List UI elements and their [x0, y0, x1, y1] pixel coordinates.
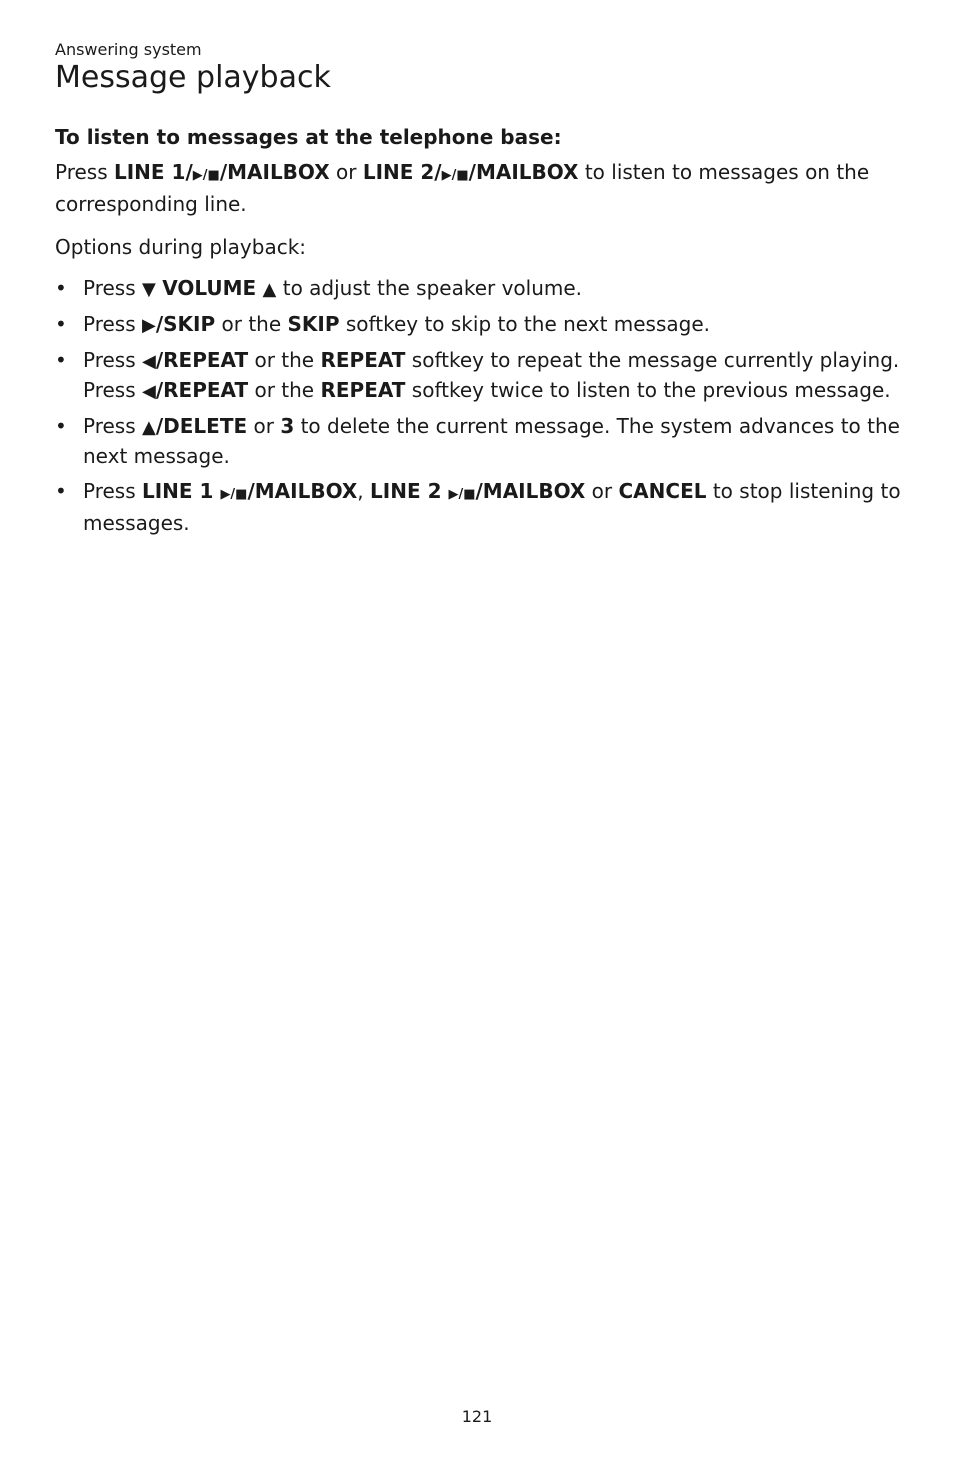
play-stop-icon: ▶/■: [448, 487, 476, 502]
key-line2: LINE 2/▶/■/MAILBOX: [362, 160, 579, 184]
list-item-repeat: • Press ◀/REPEAT or the REPEAT softkey to repeat the message currently playing. Press ◀/REPEAT or the REPEAT softkey twice to listen to the previous message.: [55, 346, 905, 406]
key-3: 3: [280, 414, 295, 438]
softkey-repeat-2: REPEAT: [320, 378, 406, 402]
list-item-volume: • Press ▼ VOLUME ▲ to adjust the speaker volume.: [55, 274, 905, 304]
softkey-repeat: REPEAT: [320, 348, 406, 372]
list-item-skip: • Press ▶/SKIP or the SKIP softkey to skip to the next message.: [55, 310, 905, 340]
intro-or: or: [336, 160, 357, 184]
key-line1-mailbox: LINE 1 ▶/■/MAILBOX: [142, 479, 358, 503]
list-item-delete: • Press ▲/DELETE or 3 to delete the current message. The system advances to the next message.: [55, 412, 905, 471]
key-line2-mailbox: LINE 2 ▶/■/MAILBOX: [370, 479, 586, 503]
left-triangle-icon: ◀: [142, 351, 156, 372]
play-stop-icon: ▶/■: [220, 487, 248, 502]
play-stop-icon: ▶/■: [441, 168, 469, 183]
right-triangle-icon: ▶: [142, 315, 156, 336]
content: [55, 123, 905, 544]
down-triangle-icon: ▼: [142, 279, 156, 300]
intro-press: Press: [55, 160, 108, 184]
key-repeat: ◀/REPEAT: [142, 348, 249, 372]
key-delete: ▲/DELETE: [142, 414, 248, 438]
list-item-stop: • Press LINE 1 ▶/■/MAILBOX, LINE 2 ▶/■/MAILBOX or CANCEL to stop listening to messages.: [55, 477, 905, 538]
up-triangle-icon: ▲: [262, 279, 277, 300]
key-cancel: CANCEL: [618, 479, 707, 503]
key-volume: VOLUME: [162, 276, 257, 300]
up-triangle-icon: ▲: [142, 417, 156, 438]
softkey-skip: SKIP: [287, 312, 340, 336]
page-title: Message playback: [55, 60, 331, 95]
section-label: Answering system: [55, 40, 202, 59]
intro-paragraph: [55, 158, 905, 219]
play-stop-icon: ▶/■: [192, 168, 220, 183]
options-label: Options during playback:: [55, 235, 307, 259]
intro-rest: to listen to messages on the corresponding line.: [55, 160, 870, 216]
page-number: 121: [461, 1407, 493, 1426]
subheading: To listen to messages at the telephone base:: [55, 125, 562, 149]
left-triangle-icon: ◀: [142, 381, 156, 402]
key-repeat-2: ◀/REPEAT: [142, 378, 249, 402]
options-list: [55, 274, 905, 538]
key-line1: LINE 1/▶/■/MAILBOX: [114, 160, 330, 184]
key-skip: ▶/SKIP: [142, 312, 216, 336]
